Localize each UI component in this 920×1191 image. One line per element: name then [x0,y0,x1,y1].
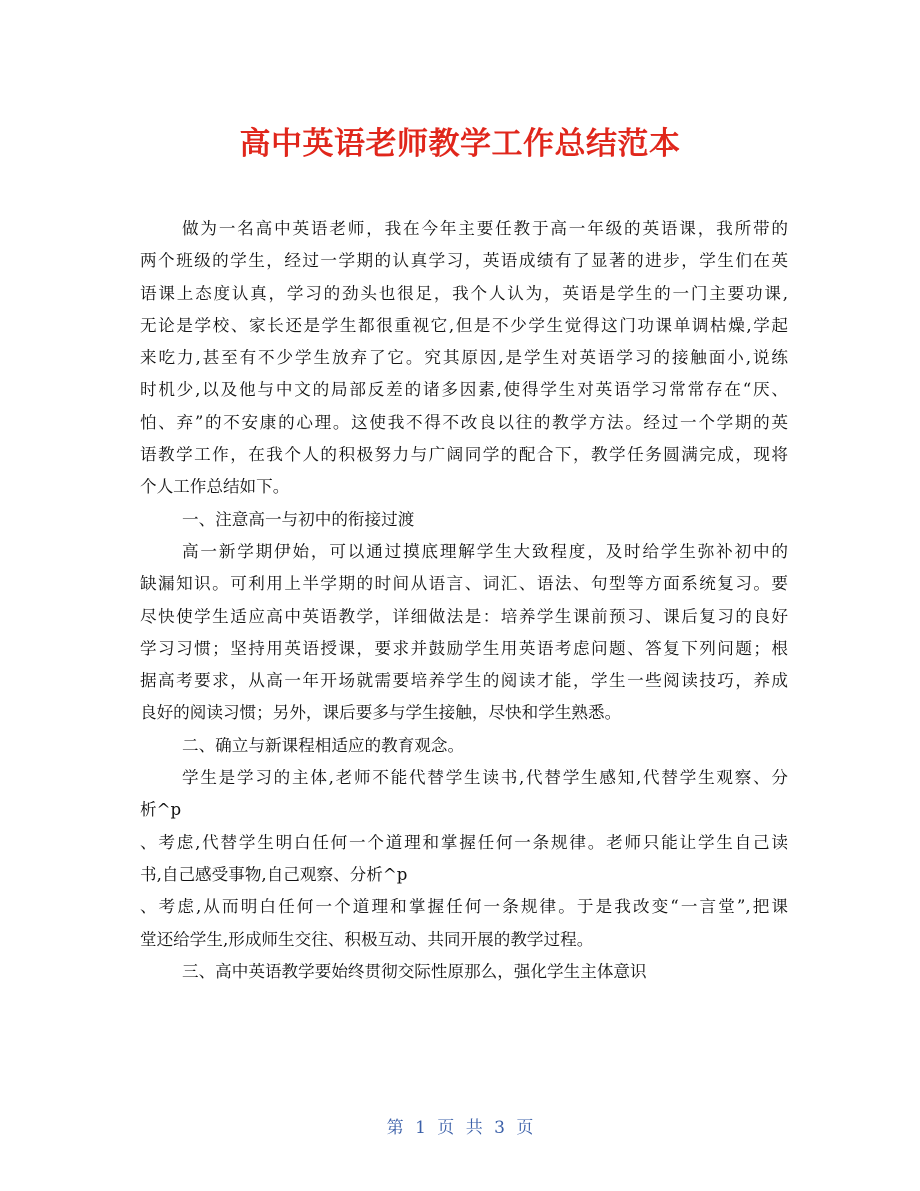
text-line: 两个班级的学生，经过一学期的认真学习，英语成绩有了显著的进步，学生们在英 [140,251,788,271]
document-title: 高中英语老师教学工作总结范本 [239,126,681,162]
text-line: 三、高中英语教学要始终贯彻交际性原那么，强化学生主体意识 [182,961,647,981]
text-line: 时机少,以及他与中文的局部反差的诸多因素,使得学生对英语学习常常存在“厌、 [140,380,788,400]
text-line: 据高考要求，从高一年开场就需要培养学生的阅读才能，学生一些阅读技巧，养成 [140,671,788,691]
text-line: 良好的阅读习惯；另外，课后要多与学生接触，尽快和学生熟悉。 [140,703,622,723]
text-line: 来吃力,甚至有不少学生放弃了它。究其原因,是学生对英语学习的接触面小,说练 [140,348,788,368]
text-line: 做为一名高中英语老师，我在今年主要任教于高一年级的英语课，我所带的 [182,219,788,238]
text-line: 语教学工作，在我个人的积极努力与广阔同学的配合下，教学任务圆满完成，现将 [140,445,788,465]
page-number-footer: 第 1 页 共 3 页 [386,1118,534,1138]
text-line: 、考虑,代替学生明白任何一个道理和掌握任何一条规律。老师只能让学生自己读 [140,832,788,852]
text-line: 学习习惯；坚持用英语授课，要求并鼓励学生用英语考虑问题、答复下列问题；根 [140,638,788,658]
text-line: 堂还给学生,形成师生交往、积极互动、共同开展的教学过程。 [140,929,594,949]
text-line: 、考虑,从而明白任何一个道理和掌握任何一条规律。于是我改变“一言堂”,把课 [140,897,788,917]
text-line: 学生是学习的主体,老师不能代替学生读书,代替学生感知,代替学生观察、分 [182,768,788,788]
document-body [140,213,788,988]
text-line: 怕、弃”的不安康的心理。这使我不得不改良以往的教学方法。经过一个学期的英 [140,412,788,432]
text-line: 个人工作总结如下。 [140,477,290,497]
text-line: 书,自己感受事物,自己观察、分析^p [140,864,408,884]
text-line: 一、注意高一与初中的衔接过渡 [182,509,415,529]
text-line: 缺漏知识。可利用上半学期的时间从语言、词汇、语法、句型等方面系统复习。要 [140,574,788,594]
text-line: 二、确立与新课程相适应的教育观念。 [182,735,465,755]
text-line: 无论是学校、家长还是学生都很重视它,但是不少学生觉得这门功课单调枯燥,学起 [140,315,788,335]
text-line: 语课上态度认真，学习的劲头也很足，我个人认为，英语是学生的一门主要功课, [140,283,788,303]
text-line: 析^p [140,800,182,820]
text-line: 尽快使学生适应高中英语教学，详细做法是：培养学生课前预习、课后复习的良好 [140,606,788,626]
text-line: 高一新学期伊始，可以通过摸底理解学生大致程度，及时给学生弥补初中的 [182,541,788,561]
